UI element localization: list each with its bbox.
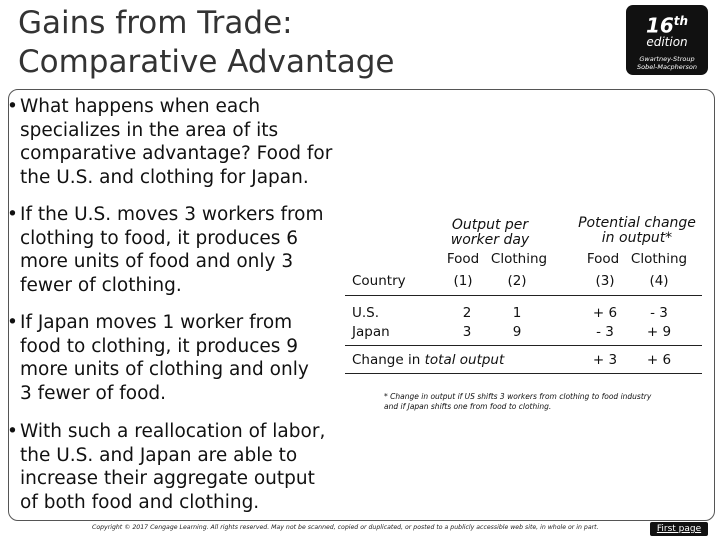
header-col1: (1) xyxy=(453,273,473,289)
row-country: Japan xyxy=(352,324,390,340)
bullet-text: With such a reallocation of labor, the U.S. and Japan are able to increase their aggregate output of both food and clothing. xyxy=(20,421,326,513)
row-col4: + 9 xyxy=(646,324,672,340)
row-col3: + 6 xyxy=(592,305,618,321)
subheader-clothing: Clothing xyxy=(490,251,548,267)
header-col4: (4) xyxy=(649,273,669,289)
total-col3: + 3 xyxy=(592,352,618,368)
header-col3: (3) xyxy=(595,273,615,289)
header-potential-change: Potential change in output* xyxy=(578,215,696,246)
header-country: Country xyxy=(352,273,406,289)
bullet-text: If Japan moves 1 worker from food to clothing, it produces 9 more units of clothing and only 3 fewer of food. xyxy=(20,312,309,404)
bullet-item xyxy=(7,203,325,297)
table-bottom-rule xyxy=(345,373,702,374)
row-col2: 1 xyxy=(512,305,522,321)
slide-title xyxy=(18,4,578,82)
copyright-notice: Copyright © 2017 Cengage Learning. All rights reserved. May not be scanned, copied or duplicated, or posted to a publicly accessible web site, in whole or in part. xyxy=(92,524,599,531)
row-col1: 3 xyxy=(462,324,472,340)
subheader-food: Food xyxy=(446,251,480,267)
subheader-clothing: Clothing xyxy=(630,251,688,267)
bullet-marker: • xyxy=(7,204,18,225)
table-total-rule xyxy=(345,345,702,346)
total-label: Change in total output xyxy=(352,352,505,368)
bullet-marker: • xyxy=(7,96,18,117)
subheader-food: Food xyxy=(586,251,620,267)
bullet-text: What happens when each specializes in the area of its comparative advantage? Food for the U.S. and clothing for Japan. xyxy=(20,96,333,188)
bullet-marker: • xyxy=(7,312,18,333)
authors: Gwartney-Stroup Sobel-Macpherson xyxy=(637,54,697,71)
edition-badge xyxy=(626,5,708,75)
row-col1: 2 xyxy=(462,305,472,321)
bullet-text: If the U.S. moves 3 workers from clothing to food, it produces 6 more units of food and only 3 fewer of clothing. xyxy=(20,204,324,296)
bullet-item xyxy=(7,311,310,405)
edition-number: 16th xyxy=(645,13,689,38)
bullet-item xyxy=(7,95,335,189)
row-col2: 9 xyxy=(512,324,522,340)
row-country: U.S. xyxy=(352,305,380,321)
slide-title-line2: Comparative Advantage xyxy=(18,44,395,80)
slide-title-line1: Gains from Trade: xyxy=(18,5,293,41)
bullet-marker: • xyxy=(7,421,18,442)
header-col2: (2) xyxy=(507,273,527,289)
header-output-per-worker: Output per worker day xyxy=(450,217,530,248)
table-footnote: * Change in output if US shifts 3 workers from clothing to food industry and if Japan shifts one from food to clothing. xyxy=(384,392,652,411)
total-col4: + 6 xyxy=(646,352,672,368)
edition-word: edition xyxy=(646,34,688,49)
first-page-button[interactable]: First page xyxy=(650,522,708,536)
row-col3: - 3 xyxy=(596,324,614,340)
table-header-rule xyxy=(345,295,702,296)
bullet-item xyxy=(7,420,335,514)
row-col4: - 3 xyxy=(650,305,668,321)
